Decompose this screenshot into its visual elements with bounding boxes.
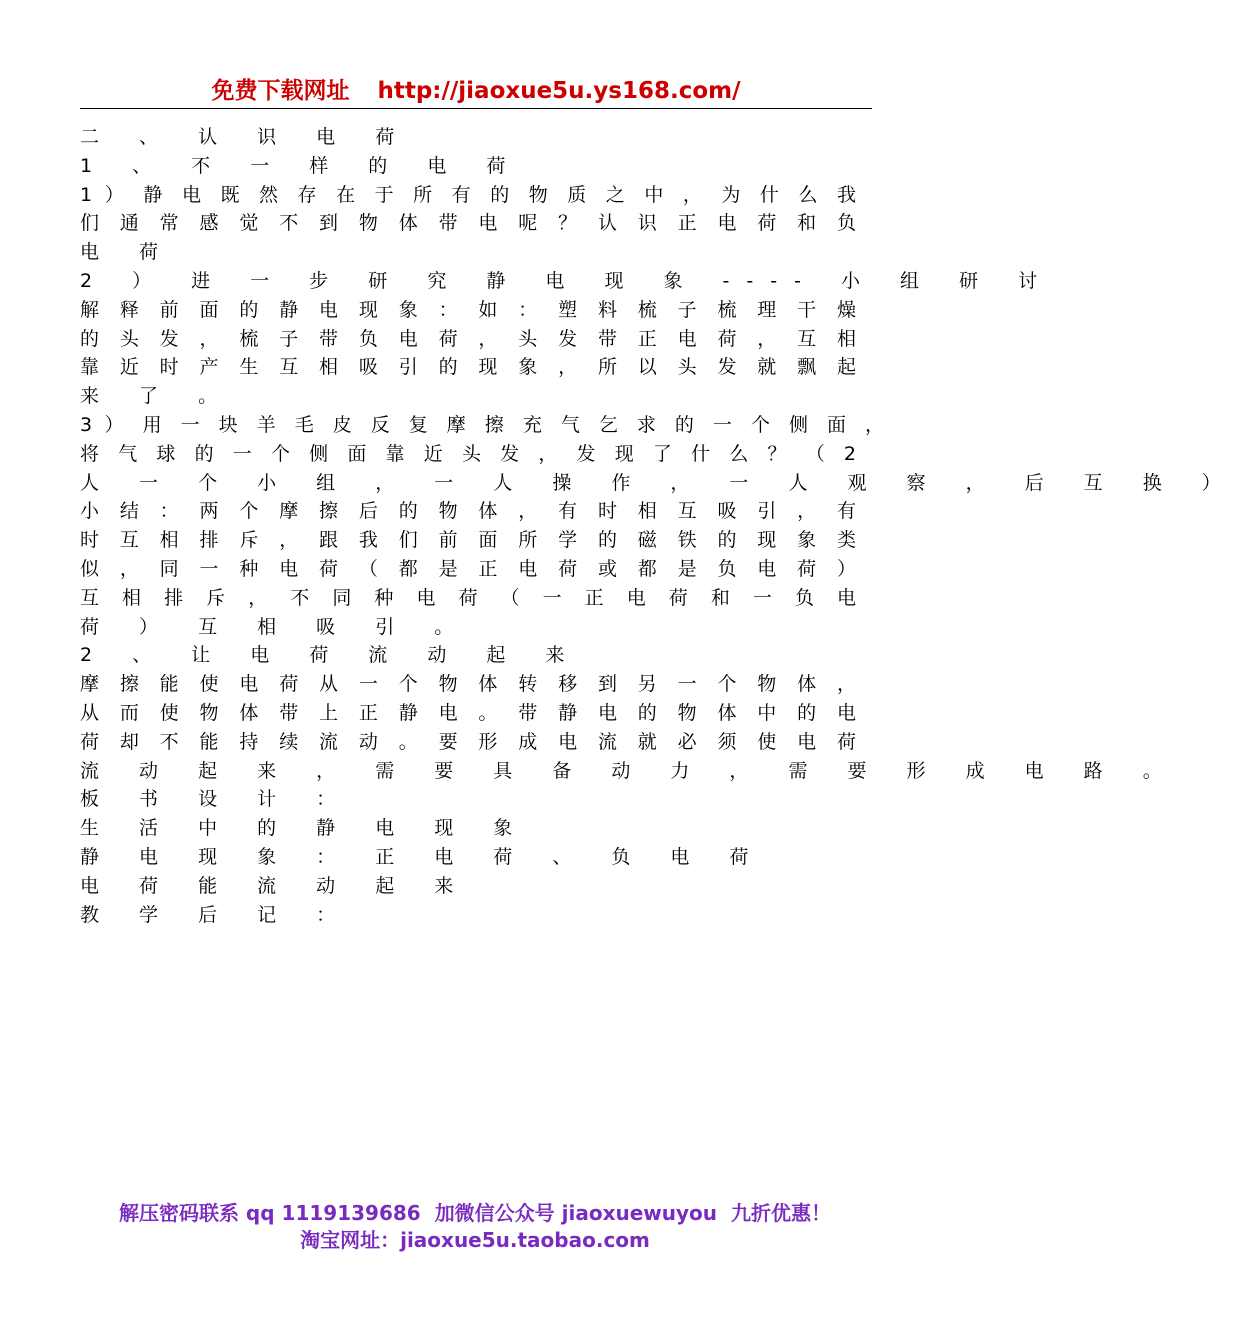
paragraph-line: 电 荷: [80, 241, 176, 264]
subsection-heading: 2 、 让 电 荷 流 动 起 来: [80, 644, 582, 667]
document-body: [80, 123, 1238, 929]
footer-contact-line: [0, 1197, 950, 1226]
paragraph-line: 1 ） 静 电 既 然 存 在 于 所 有 的 物 质 之 中 ， 为 什 么 我: [80, 183, 856, 206]
footer-discount: 九折优惠！: [731, 1201, 832, 1225]
paragraph-line: 来 了 。: [80, 385, 235, 408]
paragraph-line: 似 ， 同 一 种 电 荷 （ 都 是 正 电 荷 或 都 是 负 电 荷 ）: [80, 557, 856, 580]
paragraph-line: 2 ） 进 一 步 研 究 静 电 现 象 ---- 小 组 研 讨: [80, 269, 1055, 292]
header-banner: [80, 74, 872, 108]
board-line: 静 电 现 象 ： 正 电 荷 、 负 电 荷: [80, 845, 766, 868]
paragraph-line: 们 通 常 感 觉 不 到 物 体 带 电 呢 ？ 认 识 正 电 荷 和 负: [80, 212, 856, 235]
board-line: 电 荷 能 流 动 起 来: [80, 874, 471, 897]
header-divider: [80, 108, 872, 109]
paragraph-line: 时 互 相 排 斥 ， 跟 我 们 前 面 所 学 的 磁 铁 的 现 象 类: [80, 529, 856, 552]
header-url-link[interactable]: http://jiaoxue5u.ys168.com/: [377, 78, 741, 104]
teaching-notes-heading: 教 学 后 记 ：: [80, 903, 353, 926]
footer-qq: 解压密码联系 qq 1119139686: [118, 1201, 421, 1225]
section-heading: 二 、 认 识 电 荷: [80, 126, 412, 148]
paragraph-line: 荷 ） 互 相 吸 引 。: [80, 615, 471, 638]
board-line: 生 活 中 的 静 电 现 象: [80, 817, 530, 840]
footer-wechat: 加微信公众号 jiaoxuewuyou: [434, 1201, 718, 1225]
paragraph-line: 的 头 发 ， 梳 子 带 负 电 荷 ， 头 发 带 正 电 荷 ， 互 相: [80, 327, 856, 350]
paragraph-line: 靠 近 时 产 生 互 相 吸 引 的 现 象 ， 所 以 头 发 就 飘 起: [80, 356, 856, 379]
paragraph-line: 互 相 排 斥 ， 不 同 种 电 荷 （ 一 正 电 荷 和 一 负 电: [80, 586, 856, 609]
paragraph-line: 将 气 球 的 一 个 侧 面 靠 近 头 发 ， 发 现 了 什 么 ？ （ 2: [80, 442, 856, 465]
paragraph-line: 流 动 起 来 ， 需 要 具 备 动 力 ， 需 要 形 成 电 路 。: [80, 759, 1179, 782]
paragraph-line: 小 结 ： 两 个 摩 擦 后 的 物 体 ， 有 时 相 互 吸 引 ， 有: [80, 500, 856, 523]
header-label: 免费下载网址: [211, 78, 350, 104]
paragraph-line: 摩 擦 能 使 电 荷 从 一 个 物 体 转 移 到 另 一 个 物 体 ，: [80, 673, 856, 696]
paragraph-line: 荷 却 不 能 持 续 流 动 。 要 形 成 电 流 就 必 须 使 电 荷: [80, 730, 856, 753]
paragraph-line: 从 而 使 物 体 带 上 正 静 电 。 带 静 电 的 物 体 中 的 电: [80, 701, 856, 724]
paragraph-line: 3 ） 用 一 块 羊 毛 皮 反 复 摩 擦 充 气 乞 求 的 一 个 侧 面 ，: [80, 413, 884, 436]
paragraph-line: 人 一 个 小 组 ， 一 人 操 作 ， 一 人 观 察 ， 后 互 换 ）: [80, 471, 1238, 494]
paragraph-line: 解 释 前 面 的 静 电 现 象 ： 如 ： 塑 料 梳 子 梳 理 干 燥: [80, 298, 856, 321]
footer-taobao-link[interactable]: 淘宝网址：jiaoxue5u.taobao.com: [300, 1228, 650, 1252]
subsection-heading: 1 、 不 一 样 的 电 荷: [80, 154, 523, 177]
board-design-heading: 板 书 设 计 ：: [80, 788, 353, 811]
